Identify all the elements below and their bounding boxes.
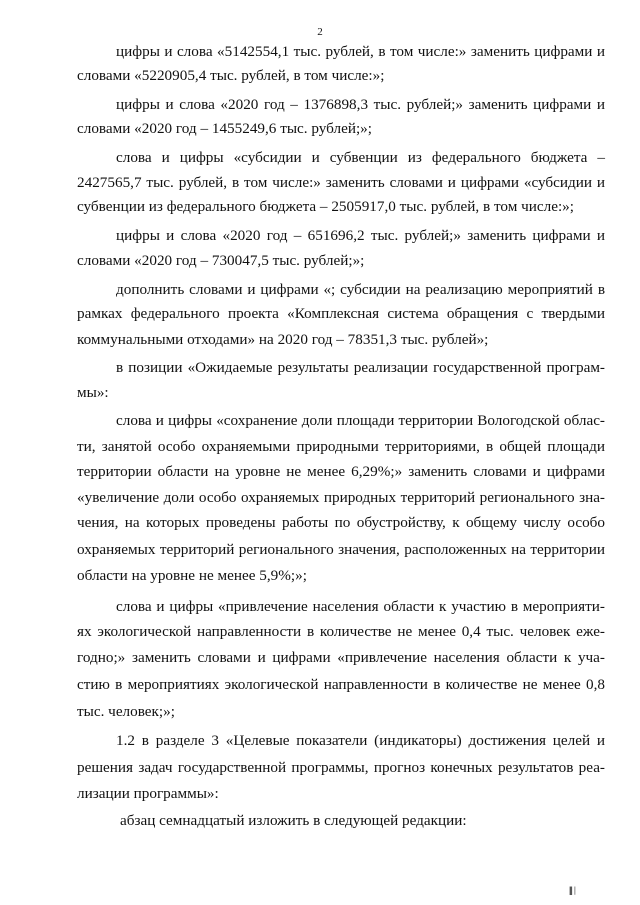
text-line: цифры и слова «2020 год – 1376898,3 тыс. рублей;» заменить цифрами и — [116, 96, 605, 113]
text-line: рамках федерального проекта «Комплексная система обращения с твердыми — [77, 305, 605, 322]
text-line: дополнить словами и цифрами «; субсидии на реализацию мероприятий в — [116, 281, 605, 298]
text-line: чения, на которых проведены работы по обустройству, к общему числу особо — [77, 514, 605, 531]
text-line: территории области на уровне не менее 6,29%;» заменить словами и цифрами — [77, 463, 605, 480]
page-number: 2 — [317, 26, 323, 38]
text-line: ях экологической направленности в количестве не менее 0,4 тыс. человек еже- — [77, 623, 605, 640]
text-line: 2427565,7 тыс. рублей, в том числе:» заменить словами и цифрами «субсидии и — [77, 174, 605, 191]
text-line: слова и цифры «привлечение населения области к участию в мероприяти- — [116, 598, 605, 615]
text-line: цифры и слова «2020 год – 651696,2 тыс. рублей;» заменить цифрами и — [116, 227, 605, 244]
text-line: стию в мероприятиях экологической направленности в количестве не менее 0,8 — [77, 676, 605, 693]
text-line: слова и цифры «субсидии и субвенции из федерального бюджета – — [116, 149, 605, 166]
text-line: субвенции из федерального бюджета – 2505917,0 тыс. рублей, в том числе:»; — [77, 198, 574, 215]
text-line: годно;» заменить словами и цифрами «привлечение населения области к уча- — [77, 649, 605, 666]
text-line: коммунальными отходами» на 2020 год – 78351,3 тыс. рублей»; — [77, 331, 489, 348]
text-line: области на уровне не менее 5,9%;»; — [77, 567, 307, 584]
text-line: охраняемых территорий регионального значения, расположенных на территории — [77, 541, 605, 558]
text-line: словами «2020 год – 730047,5 тыс. рублей;»; — [77, 252, 365, 269]
text-line: словами «2020 год – 1455249,6 тыс. рублей;»; — [77, 120, 372, 137]
text-line: абзац семнадцатый изложить в следующей редакции: — [120, 812, 467, 829]
text-line: лизации программы»: — [77, 785, 219, 802]
text-line: тыс. человек;»; — [77, 703, 175, 720]
text-line: ти, занятой особо охраняемыми природными территориями, в общей площади — [77, 438, 605, 455]
text-line: слова и цифры «сохранение доли площади территории Вологодской облас- — [116, 412, 605, 429]
text-line: 1.2 в разделе 3 «Целевые показатели (индикаторы) достижения целей и — [116, 732, 605, 749]
text-line: словами «5220905,4 тыс. рублей, в том числе:»; — [77, 67, 385, 84]
text-line: в позиции «Ожидаемые результаты реализации государственной програм- — [116, 359, 605, 376]
scan-mark: ▌▏ — [569, 887, 580, 895]
text-line: мы»: — [77, 384, 109, 401]
text-line: цифры и слова «5142554,1 тыс. рублей, в том числе:» заменить цифрами и — [116, 43, 605, 60]
text-line: решения задач государственной программы, прогноз конечных результатов реа- — [77, 759, 605, 776]
text-line: «увеличение доли особо охраняемых природных территорий регионального зна- — [77, 489, 605, 506]
